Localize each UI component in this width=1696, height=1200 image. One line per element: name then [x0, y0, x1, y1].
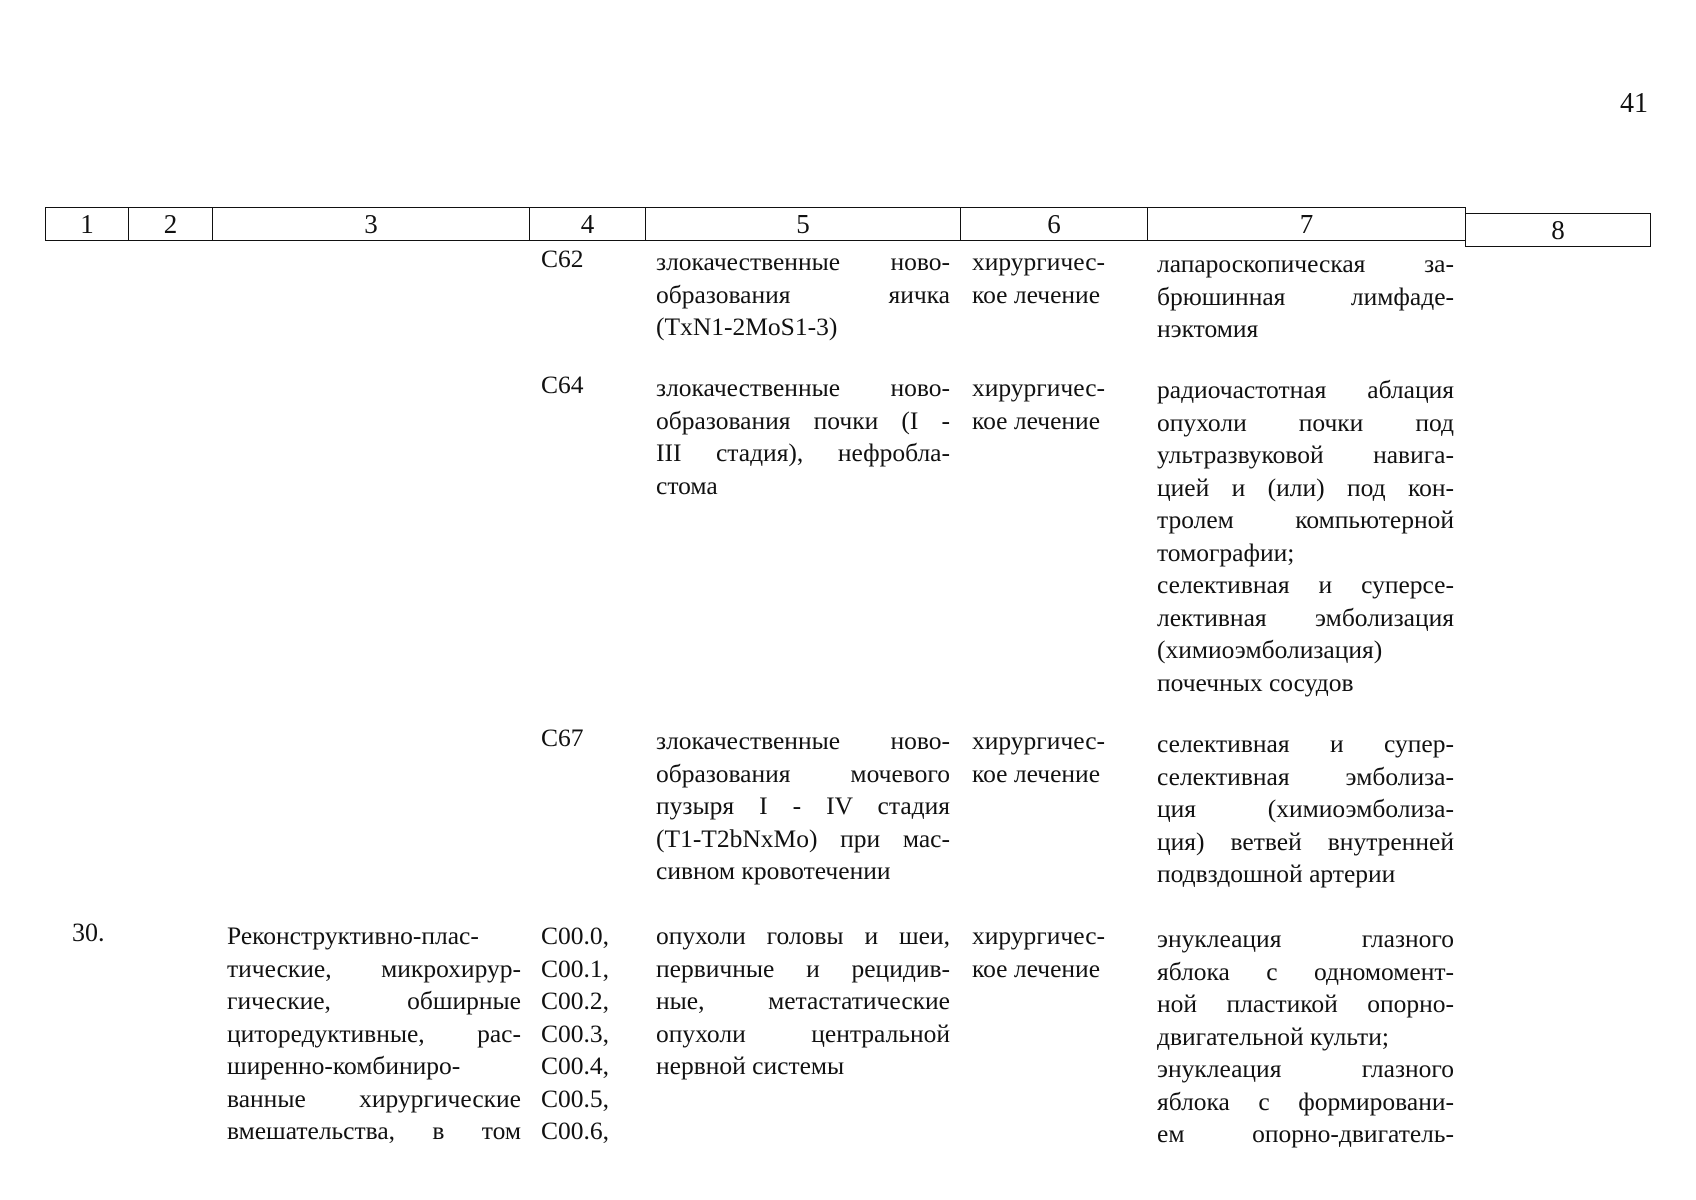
- procedure-line: опухоли почки под: [1157, 407, 1454, 437]
- procedure-line: двигательной культи;: [1157, 1021, 1389, 1051]
- treatment-type-line: кое лечение: [972, 758, 1101, 788]
- procedure-line: яблока с одномомент-: [1157, 956, 1454, 986]
- diagnosis-line: (T1-T2bNxMo) при мас-: [656, 823, 950, 853]
- treatment-type-cell: [972, 372, 1122, 437]
- treatment-type-cell: [972, 246, 1122, 311]
- diagnosis-line: нервной системы: [656, 1051, 845, 1080]
- treatment-name-line: Реконструктивно-плас-: [227, 921, 479, 950]
- column-header-4: 4: [529, 207, 646, 241]
- icd-code: C00.0,: [541, 921, 610, 950]
- icd-code-cell: [541, 369, 584, 402]
- procedure-cell: [1157, 728, 1454, 891]
- icd-code: C64: [541, 370, 584, 399]
- procedure-line: тролем компьютерной: [1157, 505, 1454, 534]
- procedure-cell: [1157, 923, 1454, 1151]
- treatment-type-cell: [972, 920, 1122, 985]
- procedure-line: ультразвуковой навига-: [1157, 440, 1454, 469]
- treatment-type-line: кое лечение: [972, 953, 1101, 983]
- diagnosis-line: III стадия), нефробла-: [656, 438, 950, 467]
- treatment-name-line: циторедуктивные, рас-: [227, 1018, 521, 1048]
- column-header-1: 1: [45, 207, 129, 241]
- procedure-line: селективная эмболиза-: [1157, 761, 1454, 791]
- treatment-type-line: хирургичес-: [972, 921, 1106, 950]
- icd-code-cell: [541, 920, 609, 1148]
- column-header-6: 6: [960, 207, 1148, 241]
- treatment-name-line: тические, микрохирур-: [227, 953, 521, 983]
- diagnosis-line: образования почки (I -: [656, 405, 950, 435]
- procedure-line: нэктомия: [1157, 314, 1259, 343]
- procedure-line: томографии;: [1157, 537, 1295, 567]
- icd-code: C62: [541, 244, 584, 273]
- diagnosis-line: первичные и рецидив-: [656, 953, 950, 983]
- diagnosis-line: пузыря I - IV стадия: [656, 791, 950, 820]
- treatment-type-line: кое лечение: [972, 279, 1101, 309]
- procedure-line: энуклеация глазного: [1157, 924, 1454, 953]
- column-header-5: 5: [645, 207, 961, 241]
- diagnosis-line: образования мочевого: [656, 758, 950, 788]
- treatment-name-line: ширенно-комбиниро-: [227, 1051, 461, 1080]
- procedure-line: радиочастотная аблация: [1157, 375, 1454, 404]
- diagnosis-line: опухоли центральной: [656, 1018, 950, 1048]
- treatment-name-line: гические, обширные: [227, 986, 521, 1015]
- page-number: 41: [1620, 88, 1648, 119]
- diagnosis-line: образования яичка: [656, 279, 950, 309]
- diagnosis-line: (TxN1-2MoS1-3): [656, 312, 838, 341]
- icd-code: C00.6,: [541, 1116, 610, 1145]
- diagnosis-cell: [656, 372, 950, 502]
- diagnosis-cell: [656, 920, 950, 1083]
- diagnosis-line: опухоли головы и шеи,: [656, 921, 950, 950]
- icd-code: C00.3,: [541, 1018, 610, 1048]
- treatment-type-line: кое лечение: [972, 405, 1101, 435]
- diagnosis-line: сивном кровотечении: [656, 856, 891, 885]
- diagnosis-cell: [656, 246, 950, 344]
- column-header-8: 8: [1465, 213, 1651, 247]
- procedure-cell: [1157, 248, 1454, 346]
- procedure-line: яблока с формировани-: [1157, 1086, 1454, 1116]
- treatment-name-line: вмешательства, в том: [227, 1116, 521, 1145]
- diagnosis-line: ные, метастатические: [656, 986, 950, 1015]
- column-header-7: 7: [1147, 207, 1466, 241]
- procedure-line: селективная и супер-: [1157, 729, 1454, 758]
- treatment-name-line: ванные хирургические: [227, 1083, 521, 1113]
- column-header-3: 3: [212, 207, 530, 241]
- icd-code: C00.4,: [541, 1051, 610, 1080]
- procedure-line: лективная эмболизация: [1157, 602, 1454, 632]
- treatment-name-cell: [227, 920, 521, 1148]
- procedure-line: почечных сосудов: [1157, 667, 1354, 697]
- procedure-line: энуклеация глазного: [1157, 1054, 1454, 1083]
- diagnosis-cell: [656, 725, 950, 888]
- treatment-type-cell: [972, 725, 1122, 790]
- procedure-line: лапароскопическая за-: [1157, 249, 1454, 278]
- procedure-line: ем опорно-двигатель-: [1157, 1119, 1454, 1148]
- icd-code-cell: [541, 243, 584, 276]
- icd-code: C00.1,: [541, 953, 610, 983]
- procedure-line: селективная и суперсе-: [1157, 570, 1454, 599]
- diagnosis-line: злокачественные ново-: [656, 247, 950, 276]
- diagnosis-line: стома: [656, 470, 718, 500]
- treatment-type-line: хирургичес-: [972, 726, 1106, 755]
- icd-code: C00.5,: [541, 1083, 610, 1113]
- procedure-line: (химиоэмболизация): [1157, 635, 1383, 664]
- procedure-line: ция (химиоэмболиза-: [1157, 794, 1454, 823]
- column-header-2: 2: [128, 207, 213, 241]
- icd-code-cell: [541, 722, 584, 755]
- item-number: 30.: [72, 918, 105, 947]
- treatment-type-line: хирургичес-: [972, 373, 1106, 402]
- icd-code: C00.2,: [541, 986, 610, 1015]
- diagnosis-line: злокачественные ново-: [656, 726, 950, 755]
- procedure-line: подвздошной артерии: [1157, 859, 1396, 888]
- treatment-type-line: хирургичес-: [972, 247, 1106, 276]
- procedure-line: цией и (или) под кон-: [1157, 472, 1454, 502]
- icd-code: C67: [541, 723, 584, 752]
- procedure-cell: [1157, 374, 1454, 699]
- procedure-line: ция) ветвей внутренней: [1157, 826, 1454, 856]
- diagnosis-line: злокачественные ново-: [656, 373, 950, 402]
- procedure-line: ной пластикой опорно-: [1157, 989, 1454, 1018]
- procedure-line: брюшинная лимфаде-: [1157, 281, 1454, 311]
